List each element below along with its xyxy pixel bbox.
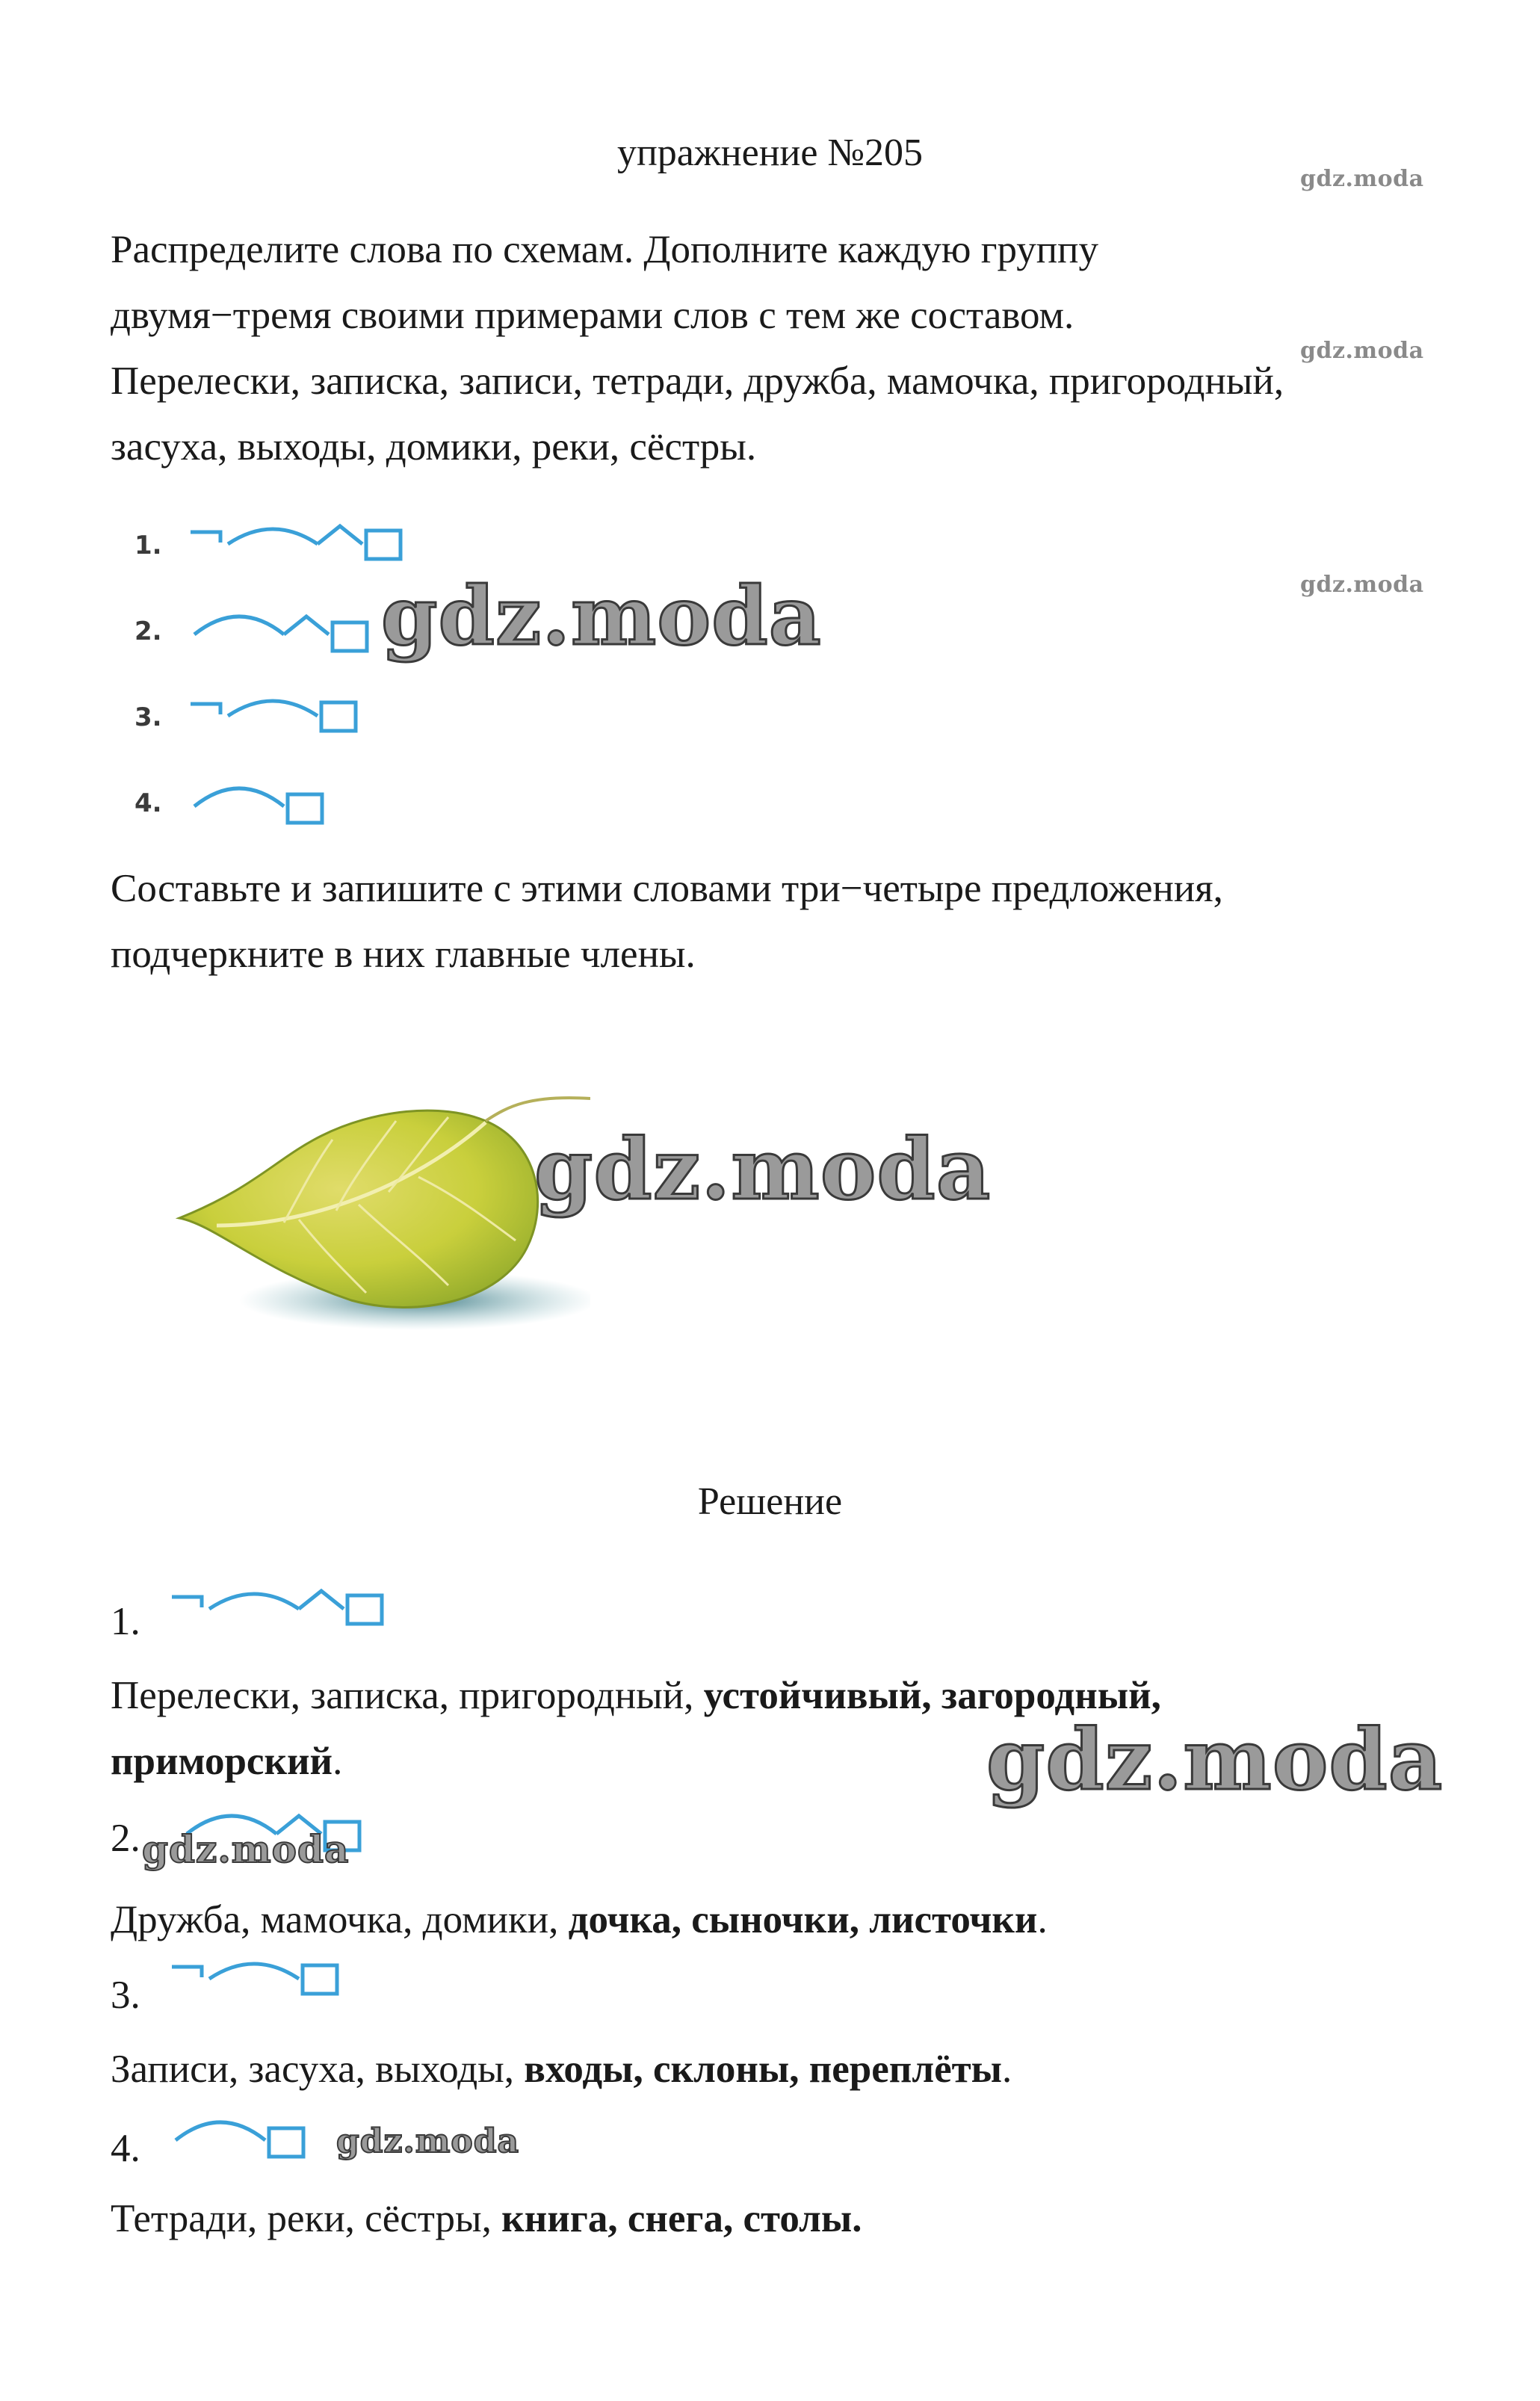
scheme-number: 4. — [134, 788, 162, 818]
word-scheme-icon — [187, 687, 433, 747]
answer-number: 3. — [111, 1974, 140, 2017]
watermark-small: gdz.moda — [1300, 338, 1424, 364]
answer-number: 2. — [111, 1817, 140, 1860]
answer-number: 4. — [111, 2127, 140, 2170]
added-words: устойчивый, загородный, — [703, 1674, 1161, 1717]
instruction-text — [111, 856, 1456, 987]
word-scheme-icon — [168, 1580, 407, 1633]
answer-line — [111, 2036, 1456, 2102]
answer-3 — [111, 2036, 1456, 2102]
instruction-line: Составьте и запишите с этими словами три−четыре предложения, — [111, 867, 1223, 910]
task-line: засуха, выходы, домики, реки, сёстры. — [111, 425, 757, 469]
task-line: Распределите слова по схемам. Дополните каждую группу — [111, 228, 1098, 271]
word-scheme-icon — [187, 516, 433, 575]
added-words: книга, снега, столы. — [501, 2197, 862, 2240]
task-text — [111, 217, 1456, 480]
added-words: приморский — [111, 1740, 333, 1783]
scheme-number: 1. — [134, 531, 162, 560]
given-words: Дружба, мамочка, домики, — [111, 1898, 569, 1941]
answer-4 — [111, 2186, 1456, 2252]
given-words: Перелески, записка, пригородный, — [111, 1674, 704, 1717]
word-scheme-icon — [187, 773, 433, 833]
added-words: входы, склоны, переплёты — [524, 2048, 1003, 2091]
answer-line — [111, 2186, 1456, 2252]
added-words: дочка, сыночки, листочки — [568, 1898, 1038, 1941]
given-words: Записи, засуха, выходы, — [111, 2048, 525, 2091]
watermark-large: gdz.moda — [534, 1121, 992, 1219]
watermark-small: gdz.moda — [1300, 572, 1424, 598]
given-words: Тетради, реки, сёстры, — [111, 2197, 502, 2240]
task-line: двумя−тремя своими примерами слов с тем же составом. — [111, 294, 1074, 337]
exercise-title: упражнение №205 — [616, 132, 924, 174]
solution-heading: Решение — [697, 1480, 843, 1523]
watermark-large: gdz.moda — [986, 1711, 1444, 1809]
scheme-number: 2. — [134, 617, 162, 646]
watermark-small: gdz.moda — [1300, 166, 1424, 192]
birch-leaf-icon — [172, 1076, 590, 1345]
task-line: Перелески, записка, записи, тетради, дружба, мамочка, пригородный, — [111, 359, 1284, 403]
punctuation: . — [1002, 2048, 1012, 2091]
answer-line — [111, 1887, 1456, 1953]
instruction-line: подчеркните в них главные члены. — [111, 933, 696, 976]
scheme-number: 3. — [134, 702, 162, 732]
punctuation: . — [1037, 1898, 1048, 1941]
punctuation: . — [333, 1740, 343, 1783]
watermark-large: gdz.moda — [381, 569, 822, 664]
word-scheme-icon — [168, 1950, 362, 2003]
answer-2 — [111, 1887, 1456, 1953]
watermark-large: gdz.moda — [142, 1827, 350, 1871]
answer-number: 1. — [111, 1600, 140, 1643]
watermark-large: gdz.moda — [336, 2122, 520, 2160]
word-scheme-icon — [168, 2107, 333, 2167]
